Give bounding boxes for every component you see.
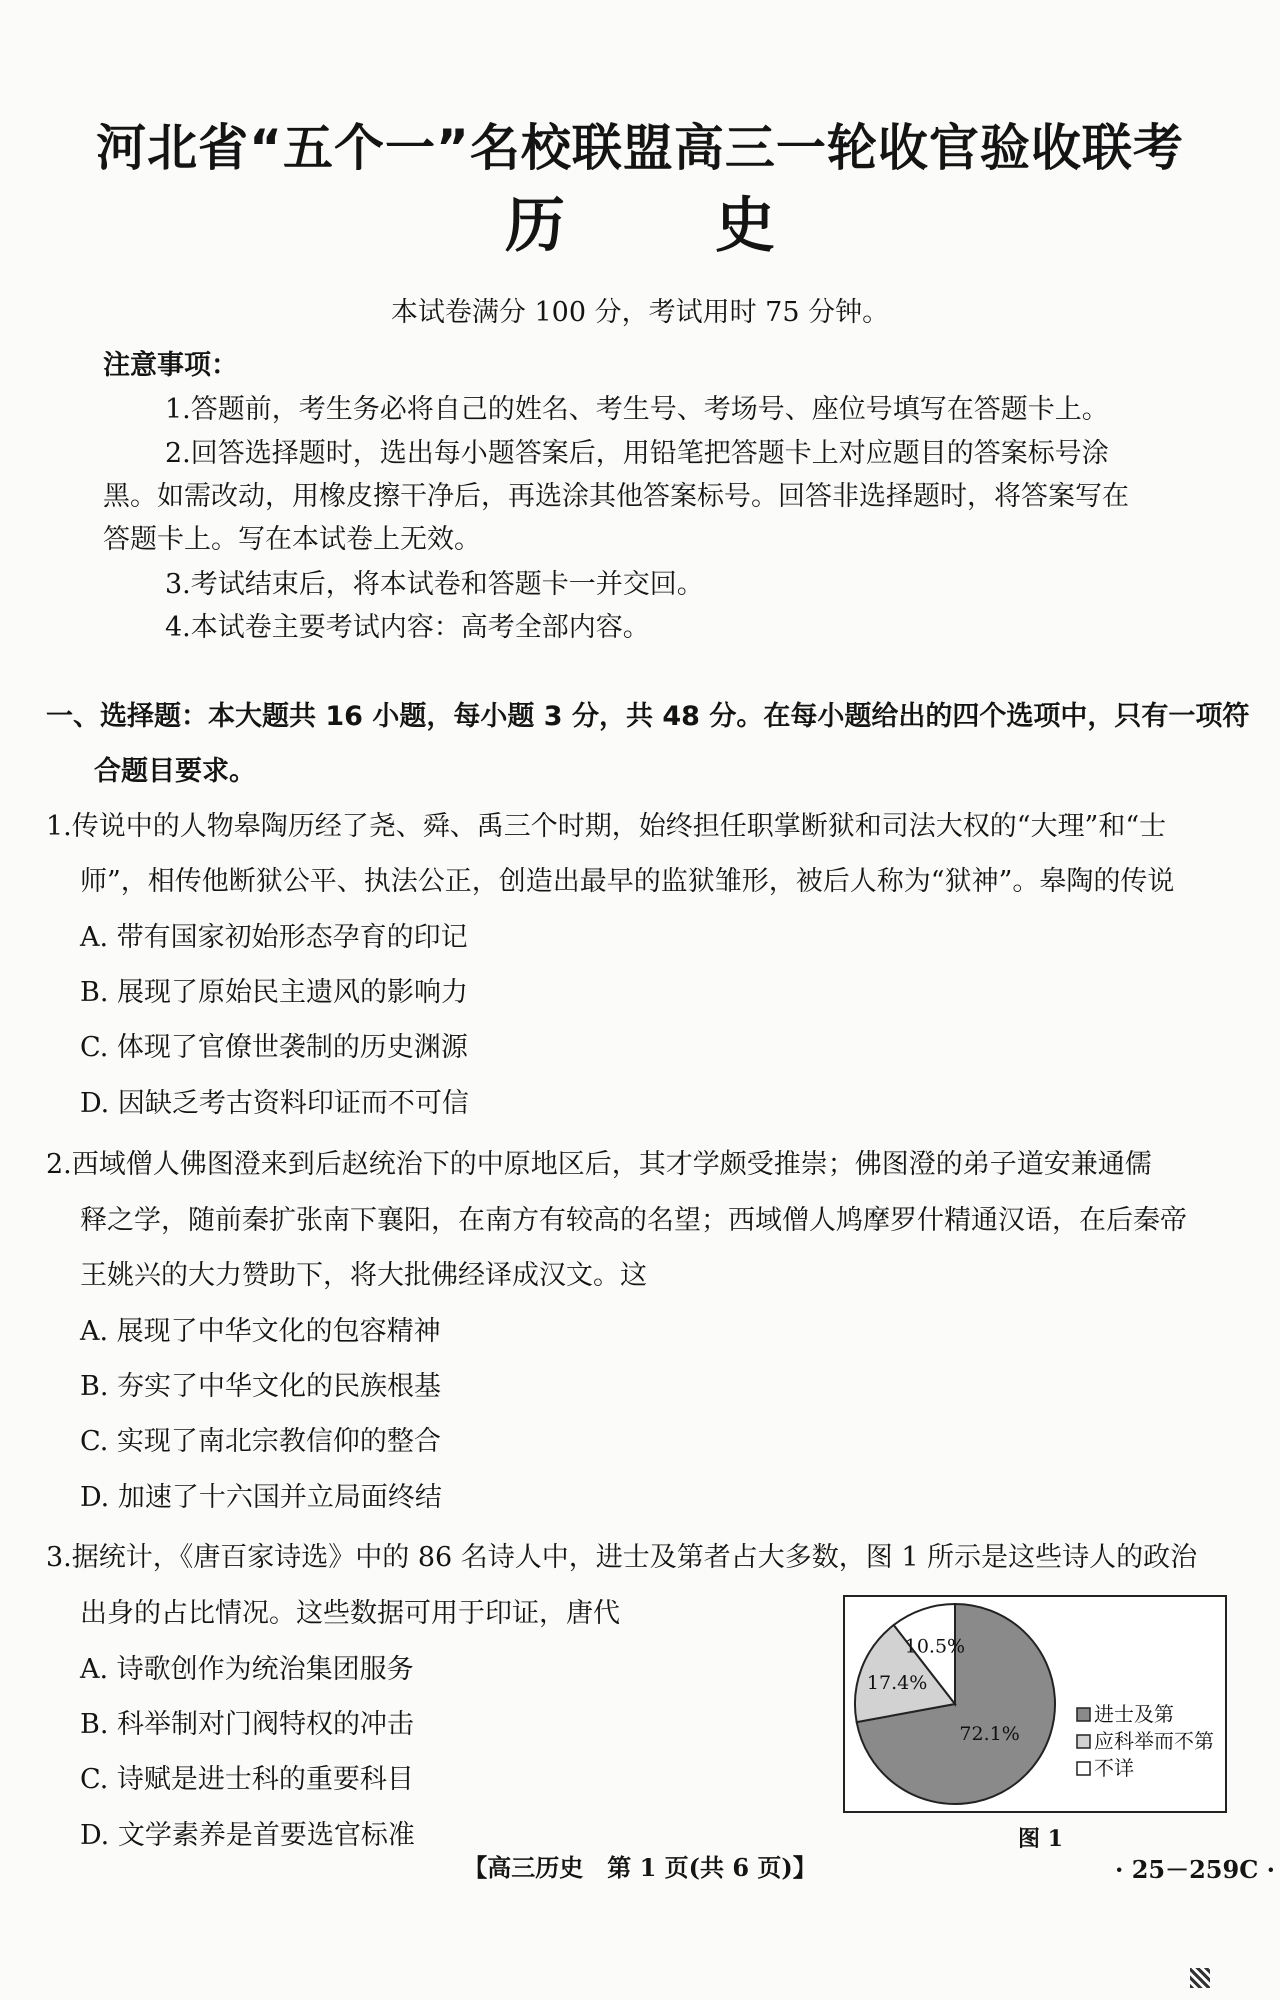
exam-info: 本试卷满分 100 分，考试用时 75 分钟。	[390, 297, 890, 328]
legend-swatch-jinshi	[1077, 1708, 1090, 1721]
q2-option-b: B. 夯实了中华文化的民族根基	[80, 1371, 442, 1402]
q2-stem-line-1: 2.西域僧人佛图澄来到后赵统治下的中原地区后，其才学颇受推崇；佛图澄的弟子道安兼通儒	[46, 1149, 1152, 1180]
subject-title: 历史	[505, 191, 925, 261]
exam-title: 河北省“五个一”名校联盟高三一轮收官验收联考	[96, 119, 1184, 177]
q2-option-a: A. 展现了中华文化的包容精神	[80, 1316, 441, 1347]
legend-swatch-unknown	[1077, 1762, 1090, 1775]
q3-stem-line-1: 3.据统计，《唐百家诗选》中的 86 名诗人中，进士及第者占大多数，图 1 所示是这些诗人的政治	[46, 1542, 1198, 1573]
page-footer: 【高三历史 第 1 页(共 6 页)】	[463, 1853, 817, 1882]
pie-label-not-passed: 17.4%	[866, 1671, 928, 1694]
q3-option-a: A. 诗歌创作为统治集团服务	[80, 1654, 414, 1685]
notice-item-3: 3.考试结束后，将本试卷和答题卡一并交回。	[165, 569, 704, 600]
section-heading-line-1: 一、选择题：本大题共 16 小题，每小题 3 分，共 48 分。在每小题给出的四个选项中，只有一项符	[46, 701, 1250, 732]
notice-item-1: 1.答题前，考生务必将自己的姓名、考生号、考场号、座位号填写在答题卡上。	[165, 394, 1109, 425]
q3-stem-line-2: 出身的占比情况。这些数据可用于印证，唐代	[80, 1598, 620, 1629]
notice-item-2-line-2: 黑。如需改动，用橡皮擦干净后，再选涂其他答案标号。回答非选择题时，将答案写在	[103, 481, 1129, 512]
pie-label-jinshi: 72.1%	[959, 1722, 1020, 1745]
q1-stem-line-2: 师”，相传他断狱公平、执法公正，创造出最早的监狱雏形，被后人称为“狱神”。皋陶的传说	[80, 866, 1175, 897]
figure-caption: 图 1	[1018, 1826, 1063, 1852]
q3-option-c: C. 诗赋是进士科的重要科目	[80, 1764, 414, 1795]
section-heading-line-2: 合题目要求。	[94, 756, 256, 787]
q2-stem-line-3: 王姚兴的大力赞助下，将大批佛经译成汉文。这	[80, 1260, 647, 1291]
q1-option-a: A. 带有国家初始形态孕育的印记	[80, 922, 468, 953]
legend-label-not-passed: 应科举而不第	[1094, 1729, 1214, 1753]
q3-option-d: D. 文学素养是首要选官标准	[80, 1820, 415, 1851]
notice-item-4: 4.本试卷主要考试内容：高考全部内容。	[165, 612, 650, 643]
legend-label-unknown: 不详	[1094, 1756, 1134, 1780]
q2-option-c: C. 实现了南北宗教信仰的整合	[80, 1426, 441, 1457]
q1-option-d: D. 因缺乏考古资料印证而不可信	[80, 1088, 469, 1119]
pie-label-unknown: 10.5%	[904, 1635, 966, 1658]
legend-label-jinshi: 进士及第	[1094, 1702, 1174, 1726]
q3-option-b: B. 科举制对门阀特权的冲击	[80, 1709, 415, 1740]
paper-code: · 25－259C ·	[1115, 1855, 1276, 1884]
q1-option-c: C. 体现了官僚世袭制的历史渊源	[80, 1032, 468, 1063]
legend-swatch-not-passed	[1077, 1735, 1090, 1748]
q2-stem-line-2: 释之学，随前秦扩张南下襄阳，在南方有较高的名望；西域僧人鸠摩罗什精通汉语，在后秦帝	[80, 1205, 1187, 1236]
notice-item-2-line-1: 2.回答选择题时，选出每小题答案后，用铅笔把答题卡上对应题目的答案标号涂	[165, 438, 1109, 469]
pie-chart-svg	[845, 1597, 1225, 1811]
qr-code-icon	[1190, 1968, 1210, 1988]
notice-item-2-line-3: 答题卡上。写在本试卷上无效。	[103, 524, 481, 555]
notice-heading: 注意事项：	[103, 350, 238, 381]
q1-stem-line-1: 1.传说中的人物皋陶历经了尧、舜、禹三个时期，始终担任职掌断狱和司法大权的“大理”和“士	[46, 811, 1167, 842]
q2-option-d: D. 加速了十六国并立局面终结	[80, 1482, 442, 1513]
figure-1-pie-chart	[843, 1595, 1227, 1813]
q1-option-b: B. 展现了原始民主遗风的影响力	[80, 977, 469, 1008]
